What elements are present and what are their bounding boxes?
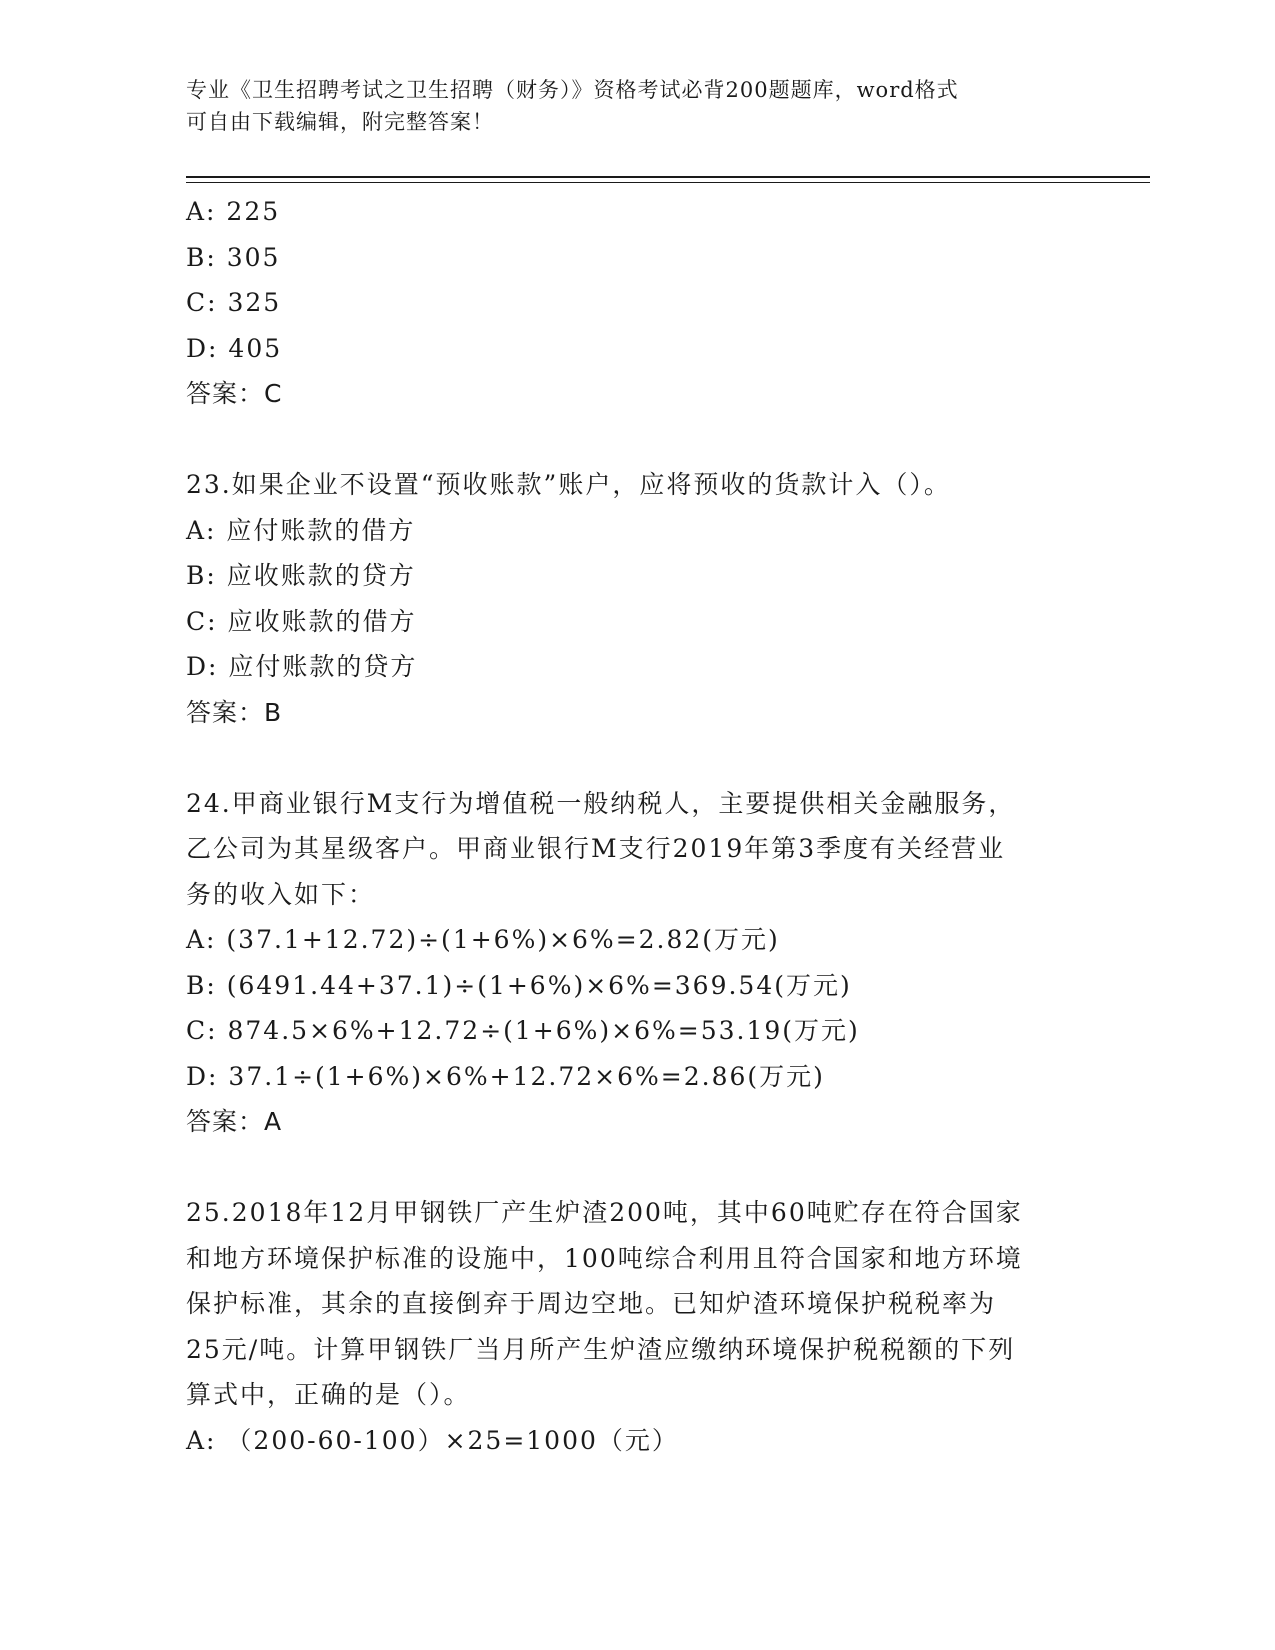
option-d: D: 37.1÷(1+6%)×6%+12.72×6%=2.86(万元) (186, 1061, 825, 1091)
option-a: A: (37.1+12.72)÷(1+6%)×6%=2.82(万元) (186, 925, 780, 954)
spacer (186, 1145, 1076, 1191)
option-c: C: 325 (186, 288, 282, 317)
question-text-line: 算式中，正确的是（）。 (186, 1380, 471, 1409)
option-d: D: 应付账款的贷方 (186, 652, 418, 681)
option-b: B: 应收账款的贷方 (186, 561, 416, 590)
question-text-line: 25元/吨。计算甲钢铁厂当月所产生炉渣应缴纳环境保护税税额的下列 (186, 1334, 1016, 1364)
header-title-line-2: 可自由下载编辑，附完整答案！ (186, 110, 494, 134)
document-header (186, 74, 1086, 138)
question-24 (186, 781, 1076, 1145)
option-d: D: 405 (186, 333, 283, 363)
question-text-line: 保护标准，其余的直接倒弃于周边空地。已知炉渣环境保护税税率为 (186, 1289, 997, 1318)
answer-label: 答案：C (186, 379, 283, 408)
question-23 (186, 462, 1076, 735)
question-text-line: 24.甲商业银行M支行为增值税一般纳税人，主要提供相关金融服务， (186, 788, 1016, 818)
question-25 (186, 1190, 1076, 1463)
question-text-line: 和地方环境保护标准的设施中，100吨综合利用且符合国家和地方环境 (186, 1243, 1023, 1273)
option-c: C: 874.5×6%+12.72÷(1+6%)×6%=53.19(万元) (186, 1016, 860, 1045)
answer-label: 答案：B (186, 697, 283, 727)
question-text-line: 乙公司为其星级客户。甲商业银行M支行2019年第3季度有关经营业 (186, 834, 1006, 863)
option-b: B: 305 (186, 242, 281, 272)
header-rule-thin (186, 182, 1150, 183)
question-text-line: 25.2018年12月甲钢铁厂产生炉渣200吨，其中60吨贮存在符合国家 (186, 1198, 1023, 1227)
option-a: A: 225 (186, 197, 281, 226)
question-text: 23.如果企业不设置“预收账款”账户，应将预收的货款计入（）。 (186, 470, 951, 499)
spacer (186, 417, 1076, 463)
question-content (186, 189, 1076, 1463)
question-22 (186, 189, 1076, 417)
option-b: B: (6491.44+37.1)÷(1+6%)×6%=369.54(万元) (186, 970, 852, 1000)
option-a: A: （200-60-100）×25=1000（元） (186, 1425, 679, 1455)
question-text-line: 务的收入如下： (186, 879, 376, 909)
header-rule-thick (186, 176, 1150, 178)
option-c: C: 应收账款的借方 (186, 606, 417, 636)
header-title-line-1: 专业《卫生招聘考试之卫生招聘（财务）》资格考试必背200题题库，word格式 (186, 78, 959, 102)
spacer (186, 735, 1076, 781)
answer-label: 答案：A (186, 1107, 283, 1136)
option-a: A: 应付账款的借方 (186, 515, 416, 545)
